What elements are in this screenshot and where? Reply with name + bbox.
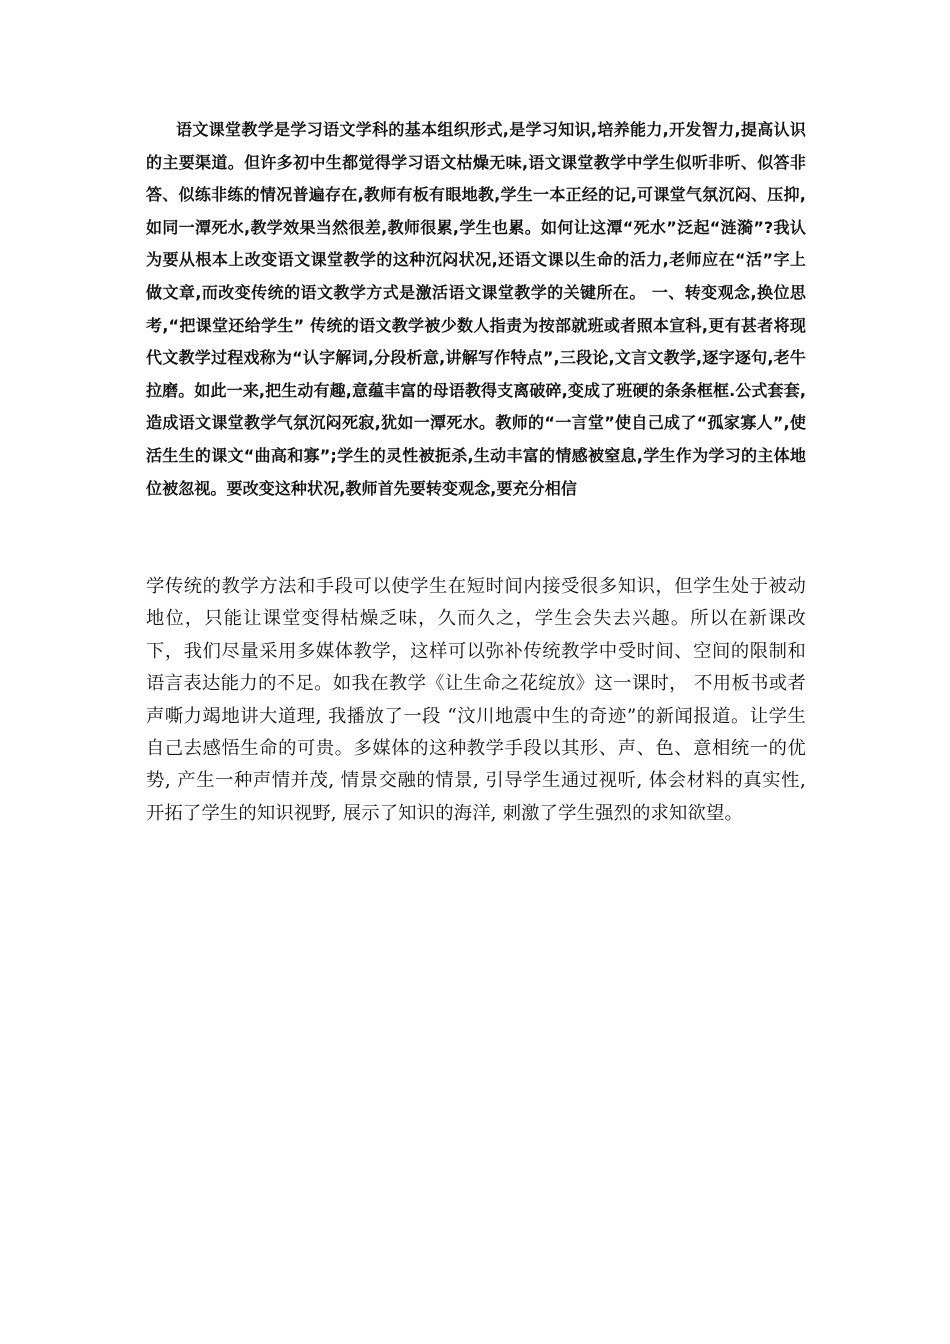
paragraph-text: 语文课堂教学是学习语文学科的基本组织形式,是学习知识,培养能力,开发智力,提高认识的主要渠道。但许多初中生都觉得学习语文枯燥无味,语文课堂教学中学生似听非听、似答非答、似练非练的情况普遍存在,教师有板有眼地教,学生一本正经的记,可课堂气氛沉闷、压抑,如同一潭死水,教学效果当然很差,教师很累,学生也累。如何让这潭“死水”泛起“涟漪”?我认为要从根本上改变语文课堂教学的这种沉闷状况,还语文课以生命的活力,老师应在“活”字上做文章,而改变传统的语文教学方式是激活语文课堂教学的关键所在。 一、转变观念,换位思考,“把课堂还给学生” 传统的语文教学被少数人指责为按部就班或者照本宣科,更有甚者将现代文教学过程戏称为“认字解词,分段析意,讲解写作特点”,三段论,文言文教学,逐字逐句,老牛拉磨。如此一来,把生动有趣,意蕴丰富的母语教得支离破碎,变成了班硬的条条框框.公式套套,造成语文课堂教学气氛沉闷死寂,犹如一潭死水。教师的“一言堂”使自己成了“孤家寡人”,使活生生的课文“曲高和寡”;学生的灵性被扼杀,生动丰富的情感被窒息,学生作为学习的主体地位被忽视。要改变这种状况,教师首先要转变观念,要充分相信 [146, 120, 806, 498]
body-paragraph-bold [146, 114, 806, 505]
body-paragraph-regular [146, 571, 806, 830]
paragraph-text: 学传统的教学方法和手段可以使学生在短时间内接受很多知识，但学生处于被动地位，只能让课堂变得枯燥乏味，久而久之，学生会失去兴趣。所以在新课改下，我们尽量采用多媒体教学，这样可以弥补传统教学中受时间、空间的限制和语言表达能力的不足。如我在教学《让生命之花绽放》这一课时， 不用板书或者声嘶力竭地讲大道理, 我播放了一段 “汶川地震中生的奇迹”的新闻报道。让学生自己去感悟生命的可贵。多媒体的这种教学手段以其形、声、色、意相统一的优势, 产生一种声情并茂, 情景交融的情景, 引导学生通过视听, 体会材料的真实性, 开拓了学生的知识视野, 展示了知识的海洋, 刺激了学生强烈的求知欲望。 [146, 576, 806, 824]
